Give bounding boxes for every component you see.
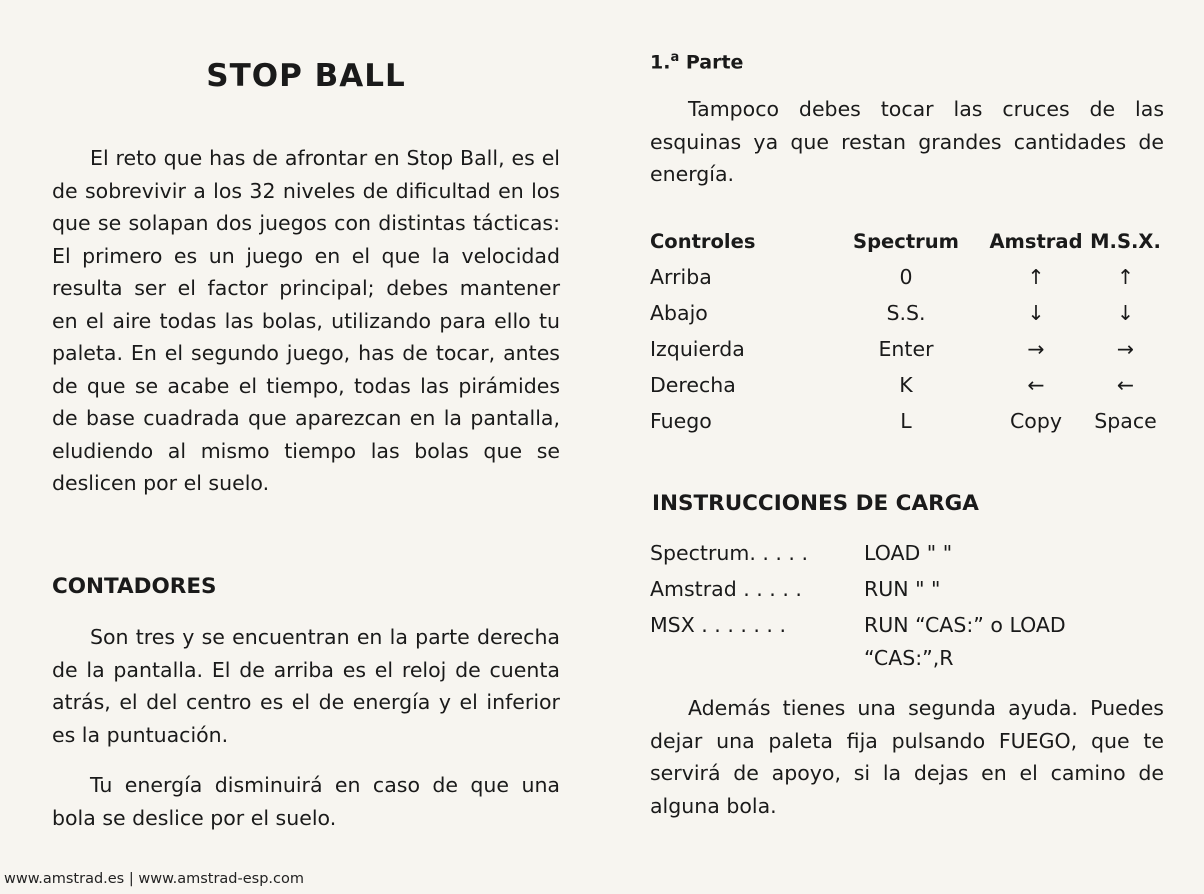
arrow-right-icon: → bbox=[1116, 337, 1135, 361]
arrow-left-icon: ← bbox=[1027, 373, 1045, 397]
controls-header-amstrad: Amstrad bbox=[989, 229, 1083, 253]
carga-command: RUN “CAS:” o LOAD bbox=[864, 613, 1066, 637]
page-title: STOP BALL bbox=[206, 58, 406, 94]
arrow-up-icon: ↑ bbox=[1027, 265, 1045, 289]
parte-number: 1. bbox=[650, 51, 671, 74]
control-spectrum-key: Enter bbox=[878, 337, 934, 361]
carga-item bbox=[650, 607, 1165, 643]
parte-word: Parte bbox=[685, 51, 744, 74]
ayuda-paragraph: Además tienes una segunda ayuda. Puedes dejar una paleta fija pulsando FUEGO, que te servirá de apoyo, si la dejas en el camino de alguna bola. bbox=[650, 696, 1164, 818]
parte-superscript: a bbox=[670, 50, 680, 65]
controls-row bbox=[650, 259, 1165, 295]
arrow-left-icon: ← bbox=[1116, 373, 1135, 397]
controls-row bbox=[650, 331, 1165, 367]
control-spectrum-key: K bbox=[899, 373, 913, 397]
control-action: Izquierda bbox=[650, 337, 745, 361]
control-spectrum-key: S.S. bbox=[886, 301, 926, 325]
energia-paragraph: Tu energía disminuirá en caso de que una bola se deslice por el suelo. bbox=[52, 773, 560, 830]
controls-row bbox=[650, 295, 1165, 331]
controls-row bbox=[650, 403, 1165, 439]
controls-table bbox=[650, 223, 1165, 439]
control-action: Arriba bbox=[650, 265, 712, 289]
controls-header-row bbox=[650, 223, 1165, 259]
cruces-paragraph: Tampoco debes tocar las cruces de las esquinas ya que restan grandes cantidades de energía. bbox=[650, 97, 1164, 186]
carga-label: Amstrad . . . . . bbox=[650, 577, 802, 601]
carga-heading: INSTRUCCIONES DE CARGA bbox=[652, 491, 979, 516]
control-amstrad-key: Copy bbox=[1009, 409, 1062, 433]
intro-paragraph: El reto que has de afrontar en Stop Ball, es el de sobrevivir a los 32 niveles de dificultad en los que se solapan dos juegos con distintas tácticas: El primero es un juego en el que la velocidad resulta ser el factor principal; debes mantener en el aire todas las bolas, utilizando para ello tu paleta. En el segundo juego, has de tocar, antes de que se acabe el tiempo, todas las pirámides de base cuadrada que aparezcan en la pantalla, eludiendo al mismo tiempo las bolas que se deslicen por el suelo. bbox=[52, 146, 560, 495]
arrow-right-icon: → bbox=[1027, 337, 1045, 361]
controls-header-msx: M.S.X. bbox=[1090, 229, 1161, 253]
control-spectrum-key: 0 bbox=[899, 265, 913, 289]
control-action: Abajo bbox=[650, 301, 708, 325]
footer-watermark: www.amstrad.es | www.amstrad-esp.com bbox=[4, 871, 304, 887]
carga-command: LOAD " " bbox=[864, 541, 953, 565]
carga-item bbox=[650, 535, 1165, 571]
controls-header-spectrum: Spectrum bbox=[853, 229, 959, 253]
contadores-paragraph: Son tres y se encuentran en la parte derecha de la pantalla. El de arriba es el reloj de cuenta atrás, el del centro es el de energía y el inferior es la puntuación. bbox=[52, 625, 560, 747]
control-msx-key: Space bbox=[1094, 409, 1157, 433]
carga-continuation: “CAS:”,R bbox=[864, 646, 954, 670]
carga-label: MSX . . . . . . . bbox=[650, 613, 786, 637]
control-action: Derecha bbox=[650, 373, 736, 397]
controls-row bbox=[650, 367, 1165, 403]
arrow-up-icon: ↑ bbox=[1116, 265, 1135, 289]
control-action: Fuego bbox=[650, 409, 712, 433]
carga-label: Spectrum. . . . . bbox=[650, 541, 808, 565]
contadores-heading: CONTADORES bbox=[52, 574, 217, 599]
controls-header-controles: Controles bbox=[650, 229, 756, 253]
carga-command: RUN " " bbox=[864, 577, 941, 601]
arrow-down-icon: ↓ bbox=[1027, 301, 1045, 325]
control-spectrum-key: L bbox=[900, 409, 912, 433]
carga-item bbox=[650, 571, 1165, 607]
parte-heading bbox=[650, 50, 743, 73]
arrow-down-icon: ↓ bbox=[1116, 301, 1135, 325]
carga-list bbox=[650, 535, 1165, 673]
